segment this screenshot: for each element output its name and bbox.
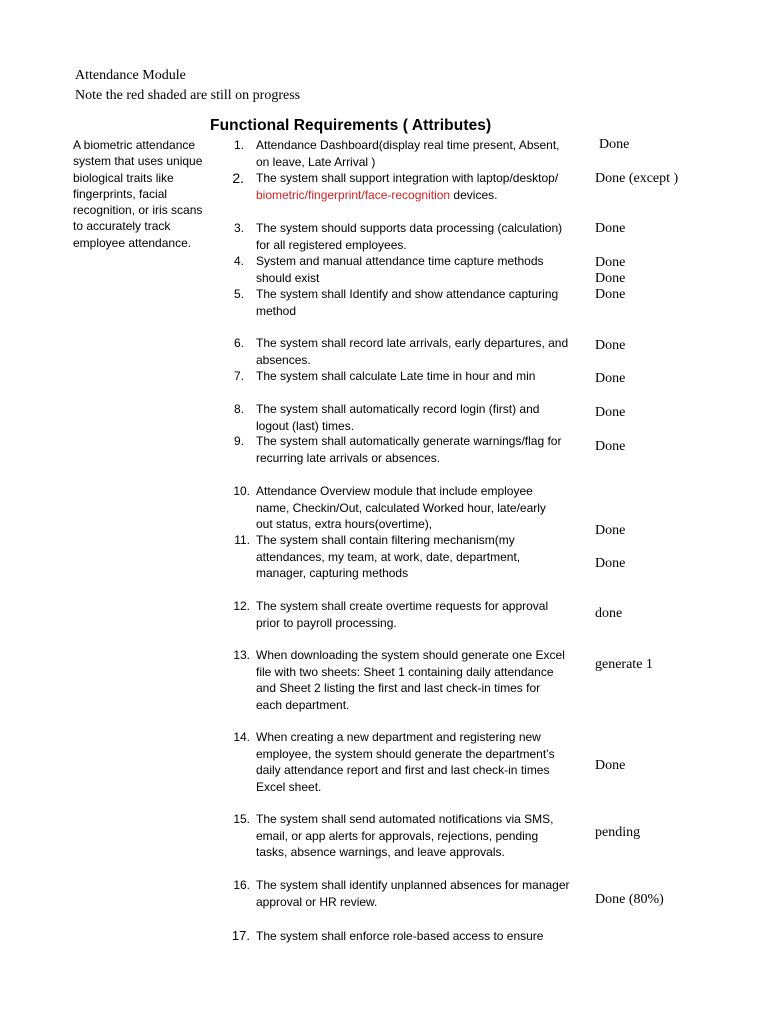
requirement-number: 11. <box>234 533 250 547</box>
requirement-text: System and manual attendance time capture methods should exist <box>256 254 544 285</box>
document-title: Attendance Module <box>75 68 186 83</box>
requirement-number: 17. <box>231 928 250 943</box>
status-label: Done <box>595 405 626 420</box>
requirement-number: 12. <box>233 599 250 613</box>
requirement-text: When downloading the system should generate one Excel file with two sheets: Sheet 1 containing daily attendance and Sheet 2 listing the first and last check-in times for each department. <box>256 648 565 712</box>
requirement-text: The system shall enforce role-based access to ensure <box>256 929 544 943</box>
section-heading: Functional Requirements ( Attributes) <box>210 117 492 134</box>
status-label: Done <box>595 371 626 386</box>
requirement-number: 1. <box>233 138 244 152</box>
status-label: pending <box>595 825 641 840</box>
requirement-number: 16. <box>233 878 250 892</box>
status-label: Done <box>595 287 626 302</box>
requirement-text: The system shall automatically record login (first) and logout (last) times. <box>256 402 540 433</box>
sidebar-description: A biometric attendance system that uses unique biological traits like fingerprints, facial recognition, or iris scans to accurately track employee attendance. <box>73 138 203 250</box>
requirement-number: 3. <box>233 221 244 235</box>
status-label: Done <box>595 758 626 773</box>
status-label: generate 1 <box>595 657 653 672</box>
requirement-number: 6. <box>233 336 244 350</box>
requirement-text: The system shall identify unplanned absences for manager approval or HR review. <box>256 878 570 909</box>
status-label: Done (80%) <box>595 892 664 907</box>
in-progress-text: biometric/fingerprint/face-recognition <box>256 187 451 202</box>
requirement-text: The system should supports data processing (calculation) for all registered employees. <box>256 221 563 252</box>
requirement-text: When creating a new department and registering new employee, the system should generate the department’s daily attendance report and first and last check-in times Excel sheet. <box>256 730 555 794</box>
requirement-number: 9. <box>233 434 244 448</box>
requirement-text: The system shall support integration with laptop/desktop/ biometric/fingerprint/face-recognition devices. <box>256 171 559 202</box>
requirement-number: 14. <box>233 730 250 744</box>
requirement-text: The system shall automatically generate warnings/flag for recurring late arrivals or absences. <box>256 434 562 465</box>
status-label: Done <box>595 338 626 353</box>
status-label: Done <box>599 137 630 152</box>
requirement-number: 10. <box>233 484 250 498</box>
requirement-text: Attendance Dashboard(display real time present, Absent, on leave, Late Arrival ) <box>256 138 560 169</box>
status-label: Done <box>595 439 626 454</box>
requirement-number: 15. <box>233 812 250 826</box>
requirement-number: 13. <box>233 648 250 662</box>
requirement-number: 7. <box>233 369 244 383</box>
requirement-text: The system shall send automated notifications via SMS, email, or app alerts for approvals, rejections, pending tasks, absence warnings, and leave approvals. <box>256 812 554 860</box>
status-label: Done <box>595 255 626 270</box>
status-label: done <box>595 606 623 621</box>
requirement-text: The system shall record late arrivals, early departures, and absences. <box>256 336 569 367</box>
requirement-text: The system shall create overtime requests for approval prior to payroll processing. <box>256 599 549 630</box>
status-label: Done <box>595 271 626 286</box>
requirement-text: The system shall Identify and show attendance capturing method <box>256 287 559 318</box>
status-label: Done (except ) <box>595 171 679 186</box>
requirement-number: 5. <box>233 287 244 301</box>
status-label: Done <box>595 221 626 236</box>
status-label: Done <box>595 523 626 538</box>
requirement-text: The system shall calculate Late time in hour and min <box>256 369 536 383</box>
requirement-number: 2. <box>232 170 244 186</box>
status-label: Done <box>595 556 626 571</box>
document-note: Note the red shaded are still on progress <box>75 88 301 103</box>
requirement-number: 4. <box>233 254 244 268</box>
requirement-text: The system shall contain filtering mechanism(my attendances, my team, at work, date, department, manager, capturing methods <box>256 533 521 581</box>
requirement-number: 8. <box>233 402 244 416</box>
requirement-text: Attendance Overview module that include employee name, Checkin/Out, calculated Worked hour, late/early out status, extra hours(overtime), <box>256 484 546 532</box>
